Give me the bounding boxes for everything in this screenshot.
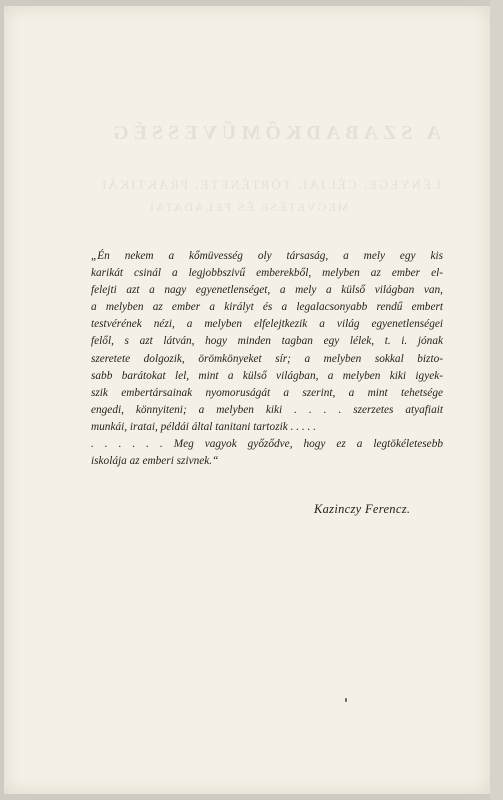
bleed-through-subtitle: LÉNYEGE, CÉLJAI, TÖRTÉNETE, PRAKTIKÁI — [100, 177, 441, 192]
paper-speck — [345, 698, 347, 702]
quote-line: testvérének nézi, a melyben elfelejtkezik a világ egyenetlenségei — [91, 318, 443, 331]
quote-line: felől, s azt látván, hogy minden tagban egy lélek, t. i. jónak — [91, 335, 443, 348]
quote-line: „Én nekem a kőmüvesség oly társaság, a mely egy kis — [91, 250, 443, 262]
page-edge-shadow — [490, 0, 503, 800]
quote-line: karikát csinál a legjobbszivű emberekből, melyben az ember el- — [91, 267, 443, 280]
quote-block — [91, 248, 443, 470]
author-signature: Kazinczy Ferencz. — [314, 502, 411, 516]
quote-line: . . . . . . Meg vagyok győződve, hogy ez a legtökéletesebb — [91, 438, 443, 451]
quote-line: felejti azt a nagy egyenetlenséget, a mely a külső világban van, — [91, 284, 443, 297]
bleed-through-subtitle-2: MEGVETÉSE ÉS FELADATAI — [148, 200, 349, 214]
quote-line: sabb barátokat lel, mint a külső világban, a melyben kiki igyek- — [91, 369, 443, 382]
quote-line: engedi, könnyiteni; a melyben kiki . . . . szerzetes atyafiait — [91, 403, 443, 416]
bleed-through-title: A SZABADKŐMŰVESSÉG — [108, 122, 441, 144]
quote-line: szik embertársainak nyomoruságát a szerint, a mint tehetsége — [91, 386, 443, 399]
quote-line: munkái, iratai, példái által tanitani tartozik . . . . . — [91, 420, 316, 433]
quote-line: szeretete dolgozik, örömkönyeket sír; a melyben sokkal bizto- — [91, 352, 443, 365]
quote-line: a melyben az ember a királyt és a legalacsonyabb rendű embert — [91, 301, 443, 314]
quote-line: iskolája az emberi szivnek.“ — [91, 455, 219, 468]
